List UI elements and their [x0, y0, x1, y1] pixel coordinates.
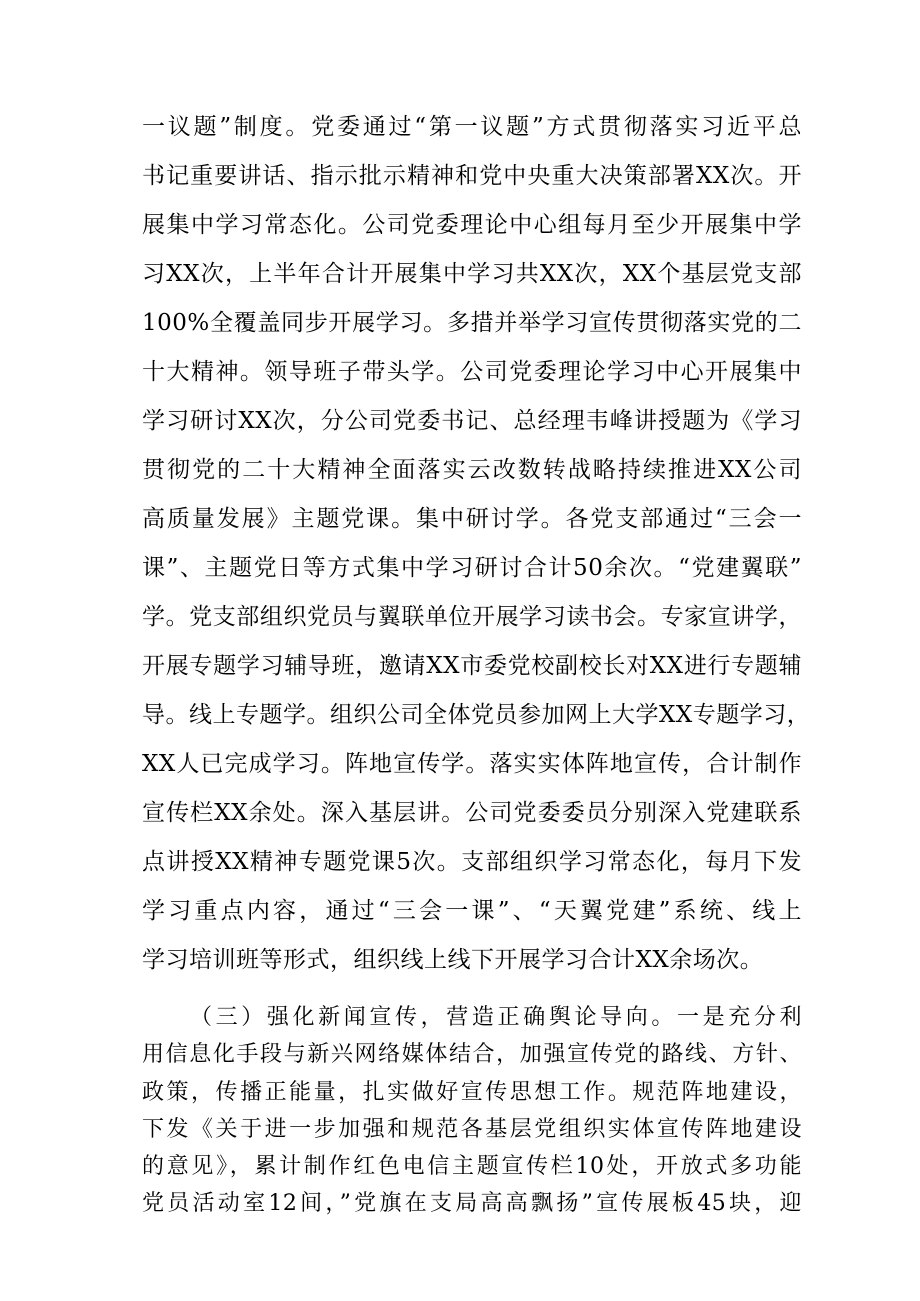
text-line: 的意见》，累计制作红色电信主题宣传栏10处，开放式多功能	[142, 1154, 802, 1179]
text-line: 学习重点内容，通过“三会一课”、“天翼党建”系统、线上	[142, 898, 802, 924]
section-heading-line: （三）强化新闻宣传，营造正确舆论导向。一是充分利	[190, 1005, 802, 1030]
text-line: 100%全覆盖同步开展学习。多措并举学习宣传贯彻落实党的二	[142, 310, 802, 336]
text-line: 一议题”制度。党委通过“第一议题”方式贯彻落实习近平总	[142, 114, 802, 140]
text-line: 习XX次，上半年合计开展集中学习共XX次，XX个基层党支部	[142, 261, 802, 287]
text-line: 宣传栏XX余处。深入基层讲。公司党委委员分别深入党建联系	[142, 800, 802, 826]
text-line: 学习培训班等形式，组织线上线下开展学习合计XX余场次。	[142, 947, 764, 973]
text-line: XX人已完成学习。阵地宣传学。落实实体阵地宣传，合计制作	[142, 751, 802, 777]
text-line: 党员活动室12间，”党旗在支局高高飘扬”宣传展板45块，迎	[142, 1191, 802, 1216]
text-line: 学。党支部组织党员与翼联单位开展学习读书会。专家宣讲学，	[142, 604, 802, 630]
text-line: 点讲授XX精神专题党课5次。支部组织学习常态化，每月下发	[142, 849, 802, 875]
text-line: 政策，传播正能量，扎实做好宣传思想工作。规范阵地建设，	[142, 1080, 802, 1105]
text-line: 学习研讨XX次，分公司党委书记、总经理韦峰讲授题为《学习	[142, 408, 802, 434]
text-line: 导。线上专题学。组织公司全体党员参加网上大学XX专题学习，	[142, 702, 811, 728]
text-line: 用信息化手段与新兴网络媒体结合，加强宣传党的路线、方针、	[142, 1042, 802, 1067]
text-line: 下发《关于进一步加强和规范各基层党组织实体宣传阵地建设	[142, 1117, 802, 1142]
text-line: 展集中学习常态化。公司党委理论中心组每月至少开展集中学	[142, 212, 802, 238]
text-line: 贯彻党的二十大精神全面落实云改数转战略持续推进XX公司	[142, 457, 802, 483]
text-line: 课”、主题党日等方式集中学习研讨合计50余次。“党建翼联”	[142, 555, 802, 581]
text-line: 高质量发展》主题党课。集中研讨学。各党支部通过“三会一	[142, 506, 802, 532]
text-line: 开展专题学习辅导班，邀请XX市委党校副校长对XX进行专题辅	[142, 653, 802, 679]
text-line: 书记重要讲话、指示批示精神和党中央重大决策部署XX次。开	[142, 163, 802, 189]
text-line: 十大精神。领导班子带头学。公司党委理论学习中心开展集中	[142, 359, 802, 385]
